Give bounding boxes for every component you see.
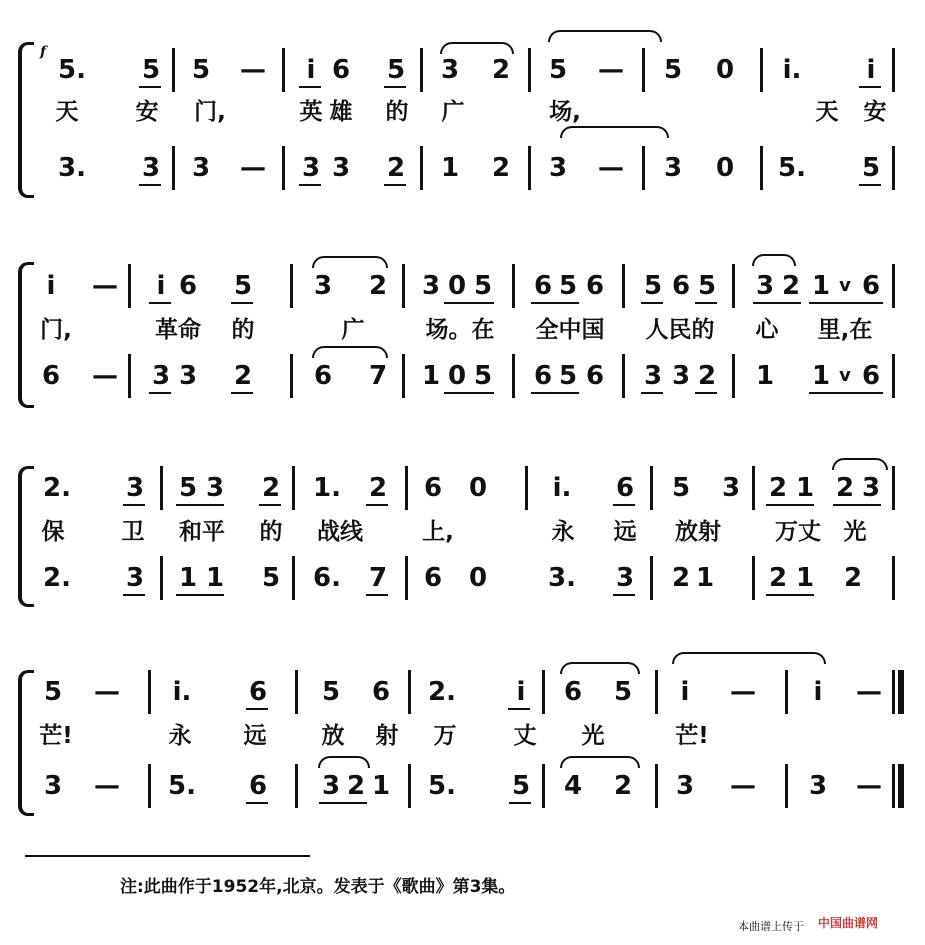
- underline: [444, 302, 494, 304]
- note: 0: [447, 271, 467, 301]
- underline: [123, 504, 145, 506]
- bar-line: [172, 48, 175, 92]
- note: 5: [233, 271, 253, 301]
- note: 5.: [168, 771, 196, 801]
- tie: [312, 346, 388, 358]
- lyric: 永: [168, 723, 192, 749]
- bar-line: [892, 354, 895, 398]
- lyric: 保: [41, 519, 65, 545]
- note: 3: [643, 361, 663, 391]
- note: 0: [715, 55, 735, 85]
- lyric: 天: [55, 99, 79, 125]
- note: 5: [178, 473, 198, 503]
- upper-voice: [0, 50, 925, 90]
- lyric: 芒!: [675, 723, 709, 749]
- underline: [299, 184, 321, 186]
- bar-line: [892, 556, 895, 600]
- note: 2: [781, 271, 801, 301]
- bar-line: [128, 354, 131, 398]
- bar-line: [542, 764, 545, 808]
- underline: [299, 86, 321, 88]
- lyric: 万: [433, 723, 457, 749]
- system-4: [0, 648, 925, 813]
- note: —: [730, 677, 756, 707]
- note: 5: [558, 361, 578, 391]
- footnote: 注:此曲作于1952年,北京。发表于《歌曲》第3集。: [120, 877, 516, 897]
- note: 0: [468, 563, 488, 593]
- underline: [231, 392, 253, 394]
- note: 1: [371, 771, 391, 801]
- note: 3: [331, 153, 351, 183]
- lyric: 光: [581, 723, 605, 749]
- underline: [366, 594, 388, 596]
- note: 6: [41, 361, 61, 391]
- bar-line: [290, 264, 293, 308]
- note: 5: [697, 271, 717, 301]
- bar-line: [408, 670, 411, 714]
- note: i.: [782, 55, 802, 85]
- note: 3: [178, 361, 198, 391]
- note: 3: [721, 473, 741, 503]
- bar-line: [892, 764, 895, 808]
- bar-line: [528, 146, 531, 190]
- note: 6: [533, 361, 553, 391]
- upper-voice: [0, 266, 925, 306]
- note: 5: [613, 677, 633, 707]
- lyric: 的: [231, 317, 255, 343]
- underline: [641, 302, 663, 304]
- note: i: [46, 271, 56, 301]
- note: 1: [178, 563, 198, 593]
- underline: [366, 504, 388, 506]
- note: 3: [675, 771, 695, 801]
- upload-credit: 本曲谱上传于: [738, 920, 804, 933]
- note: —: [240, 153, 266, 183]
- underline: [613, 504, 635, 506]
- lower-voice: [0, 356, 925, 396]
- underline: [753, 302, 801, 304]
- underline: [508, 708, 530, 710]
- note: 3: [615, 563, 635, 593]
- note: 7: [368, 563, 388, 593]
- note: —: [598, 55, 624, 85]
- note: 2.: [43, 563, 71, 593]
- lyric: 和平: [179, 519, 225, 545]
- bar-line: [402, 264, 405, 308]
- system-3: [0, 444, 925, 609]
- bar-line: [892, 264, 895, 308]
- underline: [809, 392, 883, 394]
- bar-line: [642, 146, 645, 190]
- note: 2: [491, 153, 511, 183]
- lyric: 全中国: [535, 317, 605, 343]
- lyric: 光: [843, 519, 867, 545]
- note: 3: [125, 563, 145, 593]
- note: 5: [386, 55, 406, 85]
- final-bar-line: [898, 670, 904, 714]
- bar-line: [892, 670, 895, 714]
- note: 3: [125, 473, 145, 503]
- note: 6: [615, 473, 635, 503]
- underline: [695, 302, 717, 304]
- note: 1: [811, 361, 831, 391]
- note: 3.: [58, 153, 86, 183]
- lyric: 安: [135, 99, 159, 125]
- lyric: 广: [441, 99, 465, 125]
- underline: [231, 302, 253, 304]
- bar-line: [405, 466, 408, 510]
- system-1: [0, 30, 925, 195]
- underline: [149, 392, 171, 394]
- note: 7: [368, 361, 388, 391]
- underline: [531, 392, 579, 394]
- note: 5: [558, 271, 578, 301]
- note: 2: [843, 563, 863, 593]
- note: 5: [191, 55, 211, 85]
- note: 6: [178, 271, 198, 301]
- note: 3: [313, 271, 333, 301]
- note: —: [92, 271, 118, 301]
- note: 6: [248, 677, 268, 707]
- note: 6: [423, 473, 443, 503]
- underline: [613, 594, 635, 596]
- note: 5.: [428, 771, 456, 801]
- bar-line: [408, 764, 411, 808]
- bar-line: [295, 764, 298, 808]
- underline: [641, 392, 663, 394]
- note: 5: [671, 473, 691, 503]
- lower-voice: [0, 558, 925, 598]
- note: 6: [671, 271, 691, 301]
- bar-line: [420, 48, 423, 92]
- note: 5.: [58, 55, 86, 85]
- bar-line: [402, 354, 405, 398]
- note: 5: [511, 771, 531, 801]
- note: 0: [447, 361, 467, 391]
- lyrics-line: [0, 310, 925, 350]
- note: —: [856, 677, 882, 707]
- underline: [384, 86, 406, 88]
- tie: [752, 254, 796, 266]
- bar-line: [282, 48, 285, 92]
- underline: [809, 302, 883, 304]
- lyric: 卫: [121, 519, 145, 545]
- note: 3: [321, 771, 341, 801]
- note: 1: [440, 153, 460, 183]
- lyric: 的: [385, 99, 409, 125]
- bar-line: [642, 48, 645, 92]
- tie: [440, 42, 514, 54]
- lyric: 门,: [194, 99, 226, 125]
- note: 3: [421, 271, 441, 301]
- system-2: [0, 238, 925, 403]
- note: 6: [248, 771, 268, 801]
- underline: [246, 708, 268, 710]
- lower-voice: [0, 148, 925, 188]
- note: 5.: [778, 153, 806, 183]
- note: 5: [663, 55, 683, 85]
- note: 3: [548, 153, 568, 183]
- underline: [149, 302, 171, 304]
- bar-line: [732, 264, 735, 308]
- lyric: 远: [613, 519, 637, 545]
- underline: [259, 504, 281, 506]
- underline: [766, 594, 814, 596]
- note: —: [856, 771, 882, 801]
- underline: [319, 802, 367, 804]
- note: 0: [715, 153, 735, 183]
- note: 2: [671, 563, 691, 593]
- note: —: [94, 771, 120, 801]
- note: 2: [261, 473, 281, 503]
- bar-line: [420, 146, 423, 190]
- bar-line: [405, 556, 408, 600]
- underline: [695, 392, 717, 394]
- underline: [859, 86, 881, 88]
- underline: [833, 504, 881, 506]
- underline: [246, 802, 268, 804]
- bar-line: [160, 466, 163, 510]
- lyric: 革命: [155, 317, 201, 343]
- lyric: 心: [755, 317, 779, 343]
- bar-line: [290, 354, 293, 398]
- note: 6: [533, 271, 553, 301]
- lyric: 雄: [329, 99, 353, 125]
- bar-line: [622, 264, 625, 308]
- lyric: 万丈: [775, 519, 821, 545]
- note: 2.: [428, 677, 456, 707]
- note: i.: [172, 677, 192, 707]
- note: 3: [808, 771, 828, 801]
- lyric: 放射: [675, 519, 721, 545]
- note: —: [92, 361, 118, 391]
- note: 2: [835, 473, 855, 503]
- dynamic-marking: f: [40, 44, 47, 60]
- note: 1: [795, 563, 815, 593]
- note: 4: [563, 771, 583, 801]
- lyric: 永: [551, 519, 575, 545]
- note: 3.: [548, 563, 576, 593]
- bar-line: [655, 670, 658, 714]
- tie: [560, 126, 669, 138]
- bar-line: [650, 556, 653, 600]
- bar-line: [148, 764, 151, 808]
- note: 6: [371, 677, 391, 707]
- bar-line: [785, 764, 788, 808]
- lyric: 天: [815, 99, 839, 125]
- note: —: [94, 677, 120, 707]
- underline: [139, 184, 161, 186]
- bar-line: [292, 556, 295, 600]
- lyric: 射: [375, 723, 399, 749]
- bar-line: [160, 556, 163, 600]
- note: 5: [141, 55, 161, 85]
- bar-line: [542, 670, 545, 714]
- note: 5: [473, 361, 493, 391]
- footnote-divider: [25, 855, 310, 857]
- lyric: 人民的: [645, 317, 715, 343]
- bar-line: [650, 466, 653, 510]
- bar-line: [785, 670, 788, 714]
- lyric: 场。在: [425, 317, 495, 343]
- note: 1: [421, 361, 441, 391]
- lyrics-line: [0, 512, 925, 552]
- note: 5: [261, 563, 281, 593]
- note: 1: [795, 473, 815, 503]
- note: i.: [552, 473, 572, 503]
- note: 5: [643, 271, 663, 301]
- tie: [560, 756, 640, 768]
- bar-line: [655, 764, 658, 808]
- note: 3: [671, 361, 691, 391]
- bar-line: [732, 354, 735, 398]
- note: 1.: [313, 473, 341, 503]
- bar-line: [525, 466, 528, 510]
- note: 3: [440, 55, 460, 85]
- note: 2: [613, 771, 633, 801]
- bar-line: [622, 354, 625, 398]
- note: —: [240, 55, 266, 85]
- lyric: 放: [321, 723, 345, 749]
- tie: [318, 756, 370, 768]
- bar-line: [892, 466, 895, 510]
- bar-line: [295, 670, 298, 714]
- bar-line: [892, 48, 895, 92]
- underline: [176, 594, 224, 596]
- note: 6: [861, 271, 881, 301]
- note: 5: [548, 55, 568, 85]
- note: i: [866, 55, 876, 85]
- note: i: [813, 677, 823, 707]
- lyric: 丈: [513, 723, 537, 749]
- tie: [672, 652, 826, 664]
- underline: [509, 802, 531, 804]
- lyrics-line: [0, 92, 925, 132]
- lyric: 战线: [317, 519, 363, 545]
- note: 3: [755, 271, 775, 301]
- note: 6: [331, 55, 351, 85]
- bar-line: [512, 264, 515, 308]
- note: 5: [861, 153, 881, 183]
- note: 6: [585, 271, 605, 301]
- note: 3: [205, 473, 225, 503]
- note: 6: [585, 361, 605, 391]
- lyrics-line: [0, 716, 925, 756]
- bar-line: [512, 354, 515, 398]
- underline: [123, 594, 145, 596]
- bar-line: [760, 48, 763, 92]
- note: 6: [861, 361, 881, 391]
- underline: [531, 302, 579, 304]
- bar-line: [282, 146, 285, 190]
- bar-line: [752, 466, 755, 510]
- note: 0: [468, 473, 488, 503]
- bar-line: [292, 466, 295, 510]
- note: 5: [473, 271, 493, 301]
- underline: [176, 504, 224, 506]
- note: —: [598, 153, 624, 183]
- bar-line: [528, 48, 531, 92]
- note: —: [730, 771, 756, 801]
- note: 1: [205, 563, 225, 593]
- bar-line: [148, 670, 151, 714]
- note: v: [839, 275, 851, 296]
- note: 2.: [43, 473, 71, 503]
- tie: [312, 256, 388, 268]
- note: 2: [346, 771, 366, 801]
- note: 3: [43, 771, 63, 801]
- lyric: 的: [259, 519, 283, 545]
- underline: [859, 184, 881, 186]
- note: 1: [811, 271, 831, 301]
- underline: [384, 184, 406, 186]
- final-bar-line: [898, 764, 904, 808]
- lyric: 广: [341, 317, 365, 343]
- note: 2: [368, 473, 388, 503]
- lyric: 芒!: [39, 723, 73, 749]
- bar-line: [892, 146, 895, 190]
- lyric: 安: [863, 99, 887, 125]
- note: 6: [563, 677, 583, 707]
- note: 5: [43, 677, 63, 707]
- underline: [444, 392, 494, 394]
- note: i: [306, 55, 316, 85]
- note: i: [156, 271, 166, 301]
- underline: [139, 86, 161, 88]
- note: 6.: [313, 563, 341, 593]
- bar-line: [760, 146, 763, 190]
- note: 6: [423, 563, 443, 593]
- note: 2: [768, 563, 788, 593]
- note: 2: [697, 361, 717, 391]
- lyric: 上,: [422, 519, 454, 545]
- tie: [548, 30, 662, 42]
- site-logo: 中国曲谱网: [818, 916, 879, 930]
- lyric: 场,: [549, 99, 581, 125]
- note: 2: [768, 473, 788, 503]
- bar-line: [172, 146, 175, 190]
- note: 2: [386, 153, 406, 183]
- note: 3: [191, 153, 211, 183]
- lyric: 英: [299, 99, 323, 125]
- lyric: 里,在: [817, 317, 873, 343]
- note: 2: [233, 361, 253, 391]
- tie: [560, 662, 640, 674]
- lyric: 远: [243, 723, 267, 749]
- note: 5: [321, 677, 341, 707]
- bar-line: [752, 556, 755, 600]
- note: 6: [313, 361, 333, 391]
- note: i: [680, 677, 690, 707]
- note: i: [516, 677, 526, 707]
- bar-line: [128, 264, 131, 308]
- underline: [766, 504, 814, 506]
- tie: [832, 458, 888, 470]
- note: 3: [151, 361, 171, 391]
- upper-voice: [0, 468, 925, 508]
- note: 3: [663, 153, 683, 183]
- note: 3: [141, 153, 161, 183]
- note: 1: [755, 361, 775, 391]
- note: 2: [491, 55, 511, 85]
- note: 3: [861, 473, 881, 503]
- note: 2: [368, 271, 388, 301]
- note: 1: [695, 563, 715, 593]
- lyric: 门,: [40, 317, 72, 343]
- note: 3: [301, 153, 321, 183]
- note: v: [839, 365, 851, 386]
